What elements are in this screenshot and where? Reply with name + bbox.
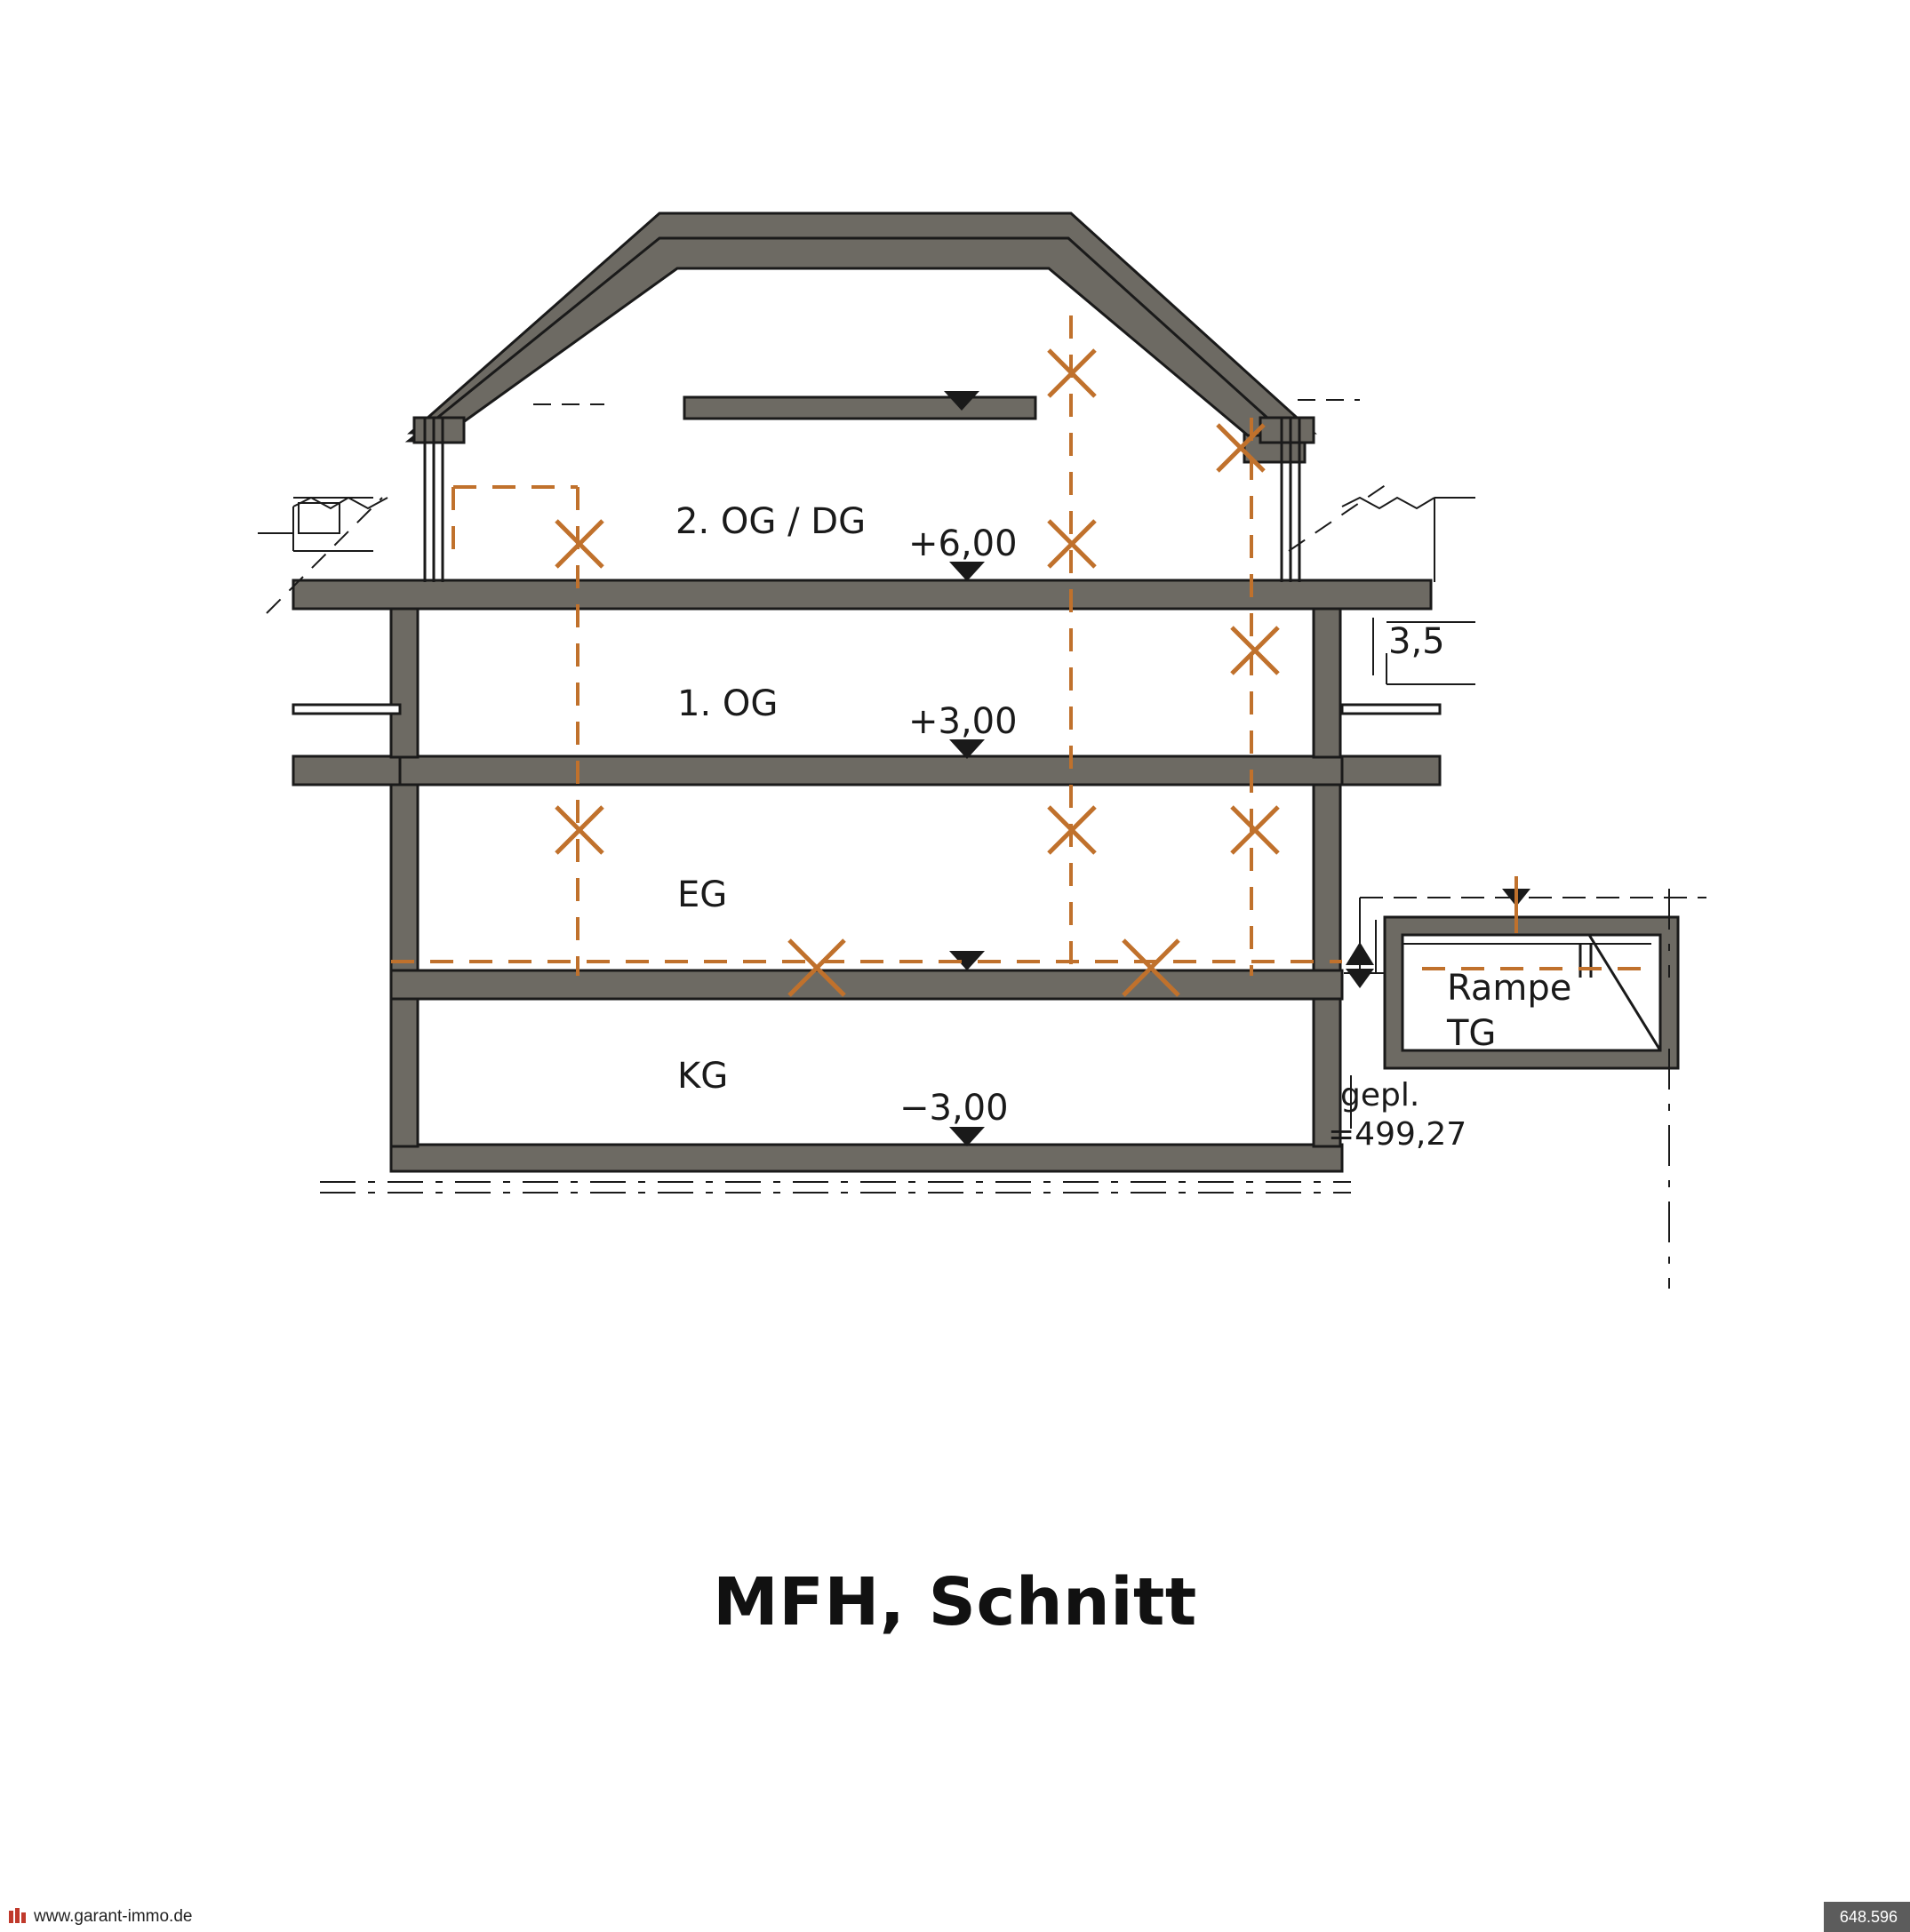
slab-kg (391, 1145, 1342, 1171)
garant-logo-icon (9, 1908, 27, 1926)
arrow-600 (949, 562, 985, 581)
level-mark-minus-300: −3,00 (899, 1088, 1009, 1129)
arrow-dim-up (1346, 942, 1374, 965)
eave-right (1260, 418, 1314, 443)
wall-left-eg (391, 785, 418, 970)
slab-dg (293, 580, 1431, 609)
dimension-3-5: 3,5 (1388, 621, 1445, 662)
image-number-badge: 648.596 (1824, 1902, 1910, 1932)
floor-label-og1: 1. OG (677, 683, 779, 724)
attic-slab (684, 397, 1035, 419)
eave-left (414, 418, 464, 443)
level-mark-600: +6,00 (908, 523, 1018, 564)
slab-og1 (293, 756, 1342, 785)
building-structure (293, 213, 1440, 1171)
terrain-label-line2: =499,27 (1328, 1116, 1467, 1153)
footer-url[interactable]: www.garant-immo.de (34, 1907, 193, 1926)
ramp-label-line1: Rampe (1447, 968, 1572, 1009)
balcony-slab-right (1342, 756, 1440, 785)
wall-left-og (391, 609, 418, 757)
slab-eg (391, 970, 1342, 999)
arrow-dim-down (1346, 969, 1374, 988)
wall-right-eg (1314, 785, 1340, 970)
wall-right-og (1314, 609, 1340, 757)
page-title: MFH, Schnitt (713, 1564, 1197, 1641)
level-mark-300: +3,00 (908, 701, 1018, 742)
balcony-slab-left (293, 756, 400, 785)
parapet-left (293, 705, 400, 714)
terrain-label-line1: gepl. (1340, 1077, 1420, 1114)
floor-label-dg: 2. OG / DG (675, 501, 867, 542)
footer-brand[interactable] (0, 1902, 192, 1932)
wall-left-kg (391, 999, 418, 1146)
floor-label-kg: KG (677, 1056, 729, 1097)
footer-bar (0, 1902, 1910, 1932)
floor-label-eg: EG (677, 874, 728, 915)
overlay-x-markers (556, 350, 1278, 995)
ramp-label-line2: TG (1447, 1013, 1497, 1054)
parapet-right (1342, 705, 1440, 714)
